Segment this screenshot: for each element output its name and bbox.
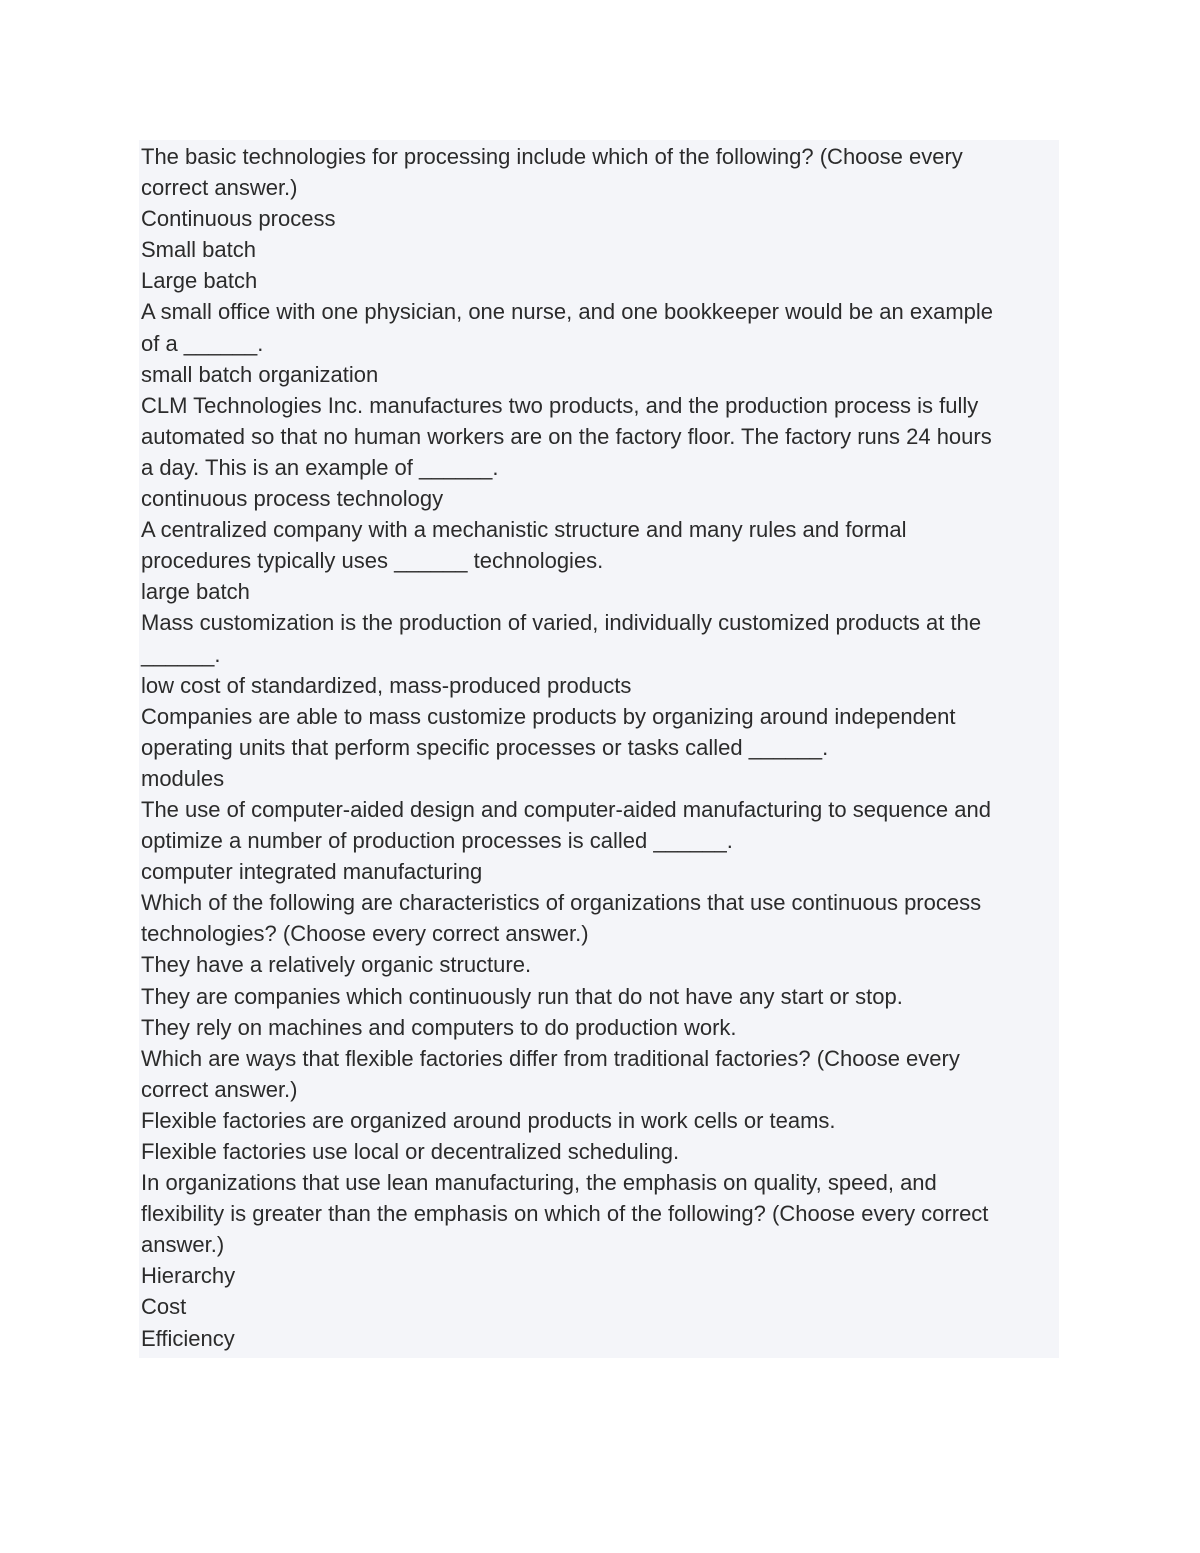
text-line: answer.) (141, 1232, 225, 1258)
text-line: They rely on machines and computers to do production work. (141, 1014, 737, 1040)
text-line: They have a relatively organic structure. (141, 952, 532, 978)
text-line: Mass customization is the production of varied, individually customized products at the (141, 610, 982, 636)
text-line: Companies are able to mass customize products by organizing around independent (141, 703, 956, 729)
text-line: correct answer.) (141, 175, 298, 201)
text-line: Efficiency (141, 1325, 235, 1351)
text-line: A centralized company with a mechanistic structure and many rules and formal (141, 517, 907, 543)
text-line: Which are ways that flexible factories differ from traditional factories? (Choose every (141, 1045, 960, 1071)
text-line: Flexible factories are organized around products in work cells or teams. (141, 1107, 836, 1133)
text-line: small batch organization (141, 361, 379, 387)
text-line: large batch (141, 579, 250, 605)
text-line: Hierarchy (141, 1263, 236, 1289)
text-line: automated so that no human workers are on the factory floor. The factory runs 24 hours (141, 423, 992, 449)
text-line: The use of computer-aided design and computer-aided manufacturing to sequence and (141, 796, 991, 822)
text-line: flexibility is greater than the emphasis on which of the following? (Choose every correct (141, 1201, 989, 1227)
text-line: In organizations that use lean manufacturing, the emphasis on quality, speed, and (141, 1170, 937, 1196)
text-line: low cost of standardized, mass-produced products (141, 672, 632, 698)
highlighted-text-block (139, 140, 1059, 1358)
text-line: continuous process technology (141, 486, 444, 512)
text-line: correct answer.) (141, 1076, 298, 1102)
text-line: ______. (141, 641, 221, 667)
text-line: They are companies which continuously run that do not have any start or stop. (141, 983, 903, 1009)
text-line: computer integrated manufacturing (141, 859, 483, 885)
text-line: Small batch (141, 237, 256, 263)
text-line: A small office with one physician, one nurse, and one bookkeeper would be an example (141, 299, 994, 325)
text-line: CLM Technologies Inc. manufactures two products, and the production process is fully (141, 392, 979, 418)
text-line: Continuous process (141, 206, 336, 232)
text-line: optimize a number of production processes is called ______. (141, 828, 733, 854)
text-line: operating units that perform specific processes or tasks called ______. (141, 734, 829, 760)
text-line: modules (141, 765, 225, 791)
text-line: procedures typically uses ______ technologies. (141, 548, 604, 574)
text-line: Which of the following are characteristics of organizations that use continuous process (141, 890, 982, 916)
text-line: technologies? (Choose every correct answer.) (141, 921, 589, 947)
text-line: The basic technologies for processing include which of the following? (Choose every (141, 144, 963, 169)
text-line: Cost (141, 1294, 187, 1320)
text-line: a day. This is an example of ______. (141, 454, 499, 480)
text-line: of a ______. (141, 330, 264, 356)
text-line: Large batch (141, 268, 258, 294)
text-line: Flexible factories use local or decentralized scheduling. (141, 1139, 680, 1164)
